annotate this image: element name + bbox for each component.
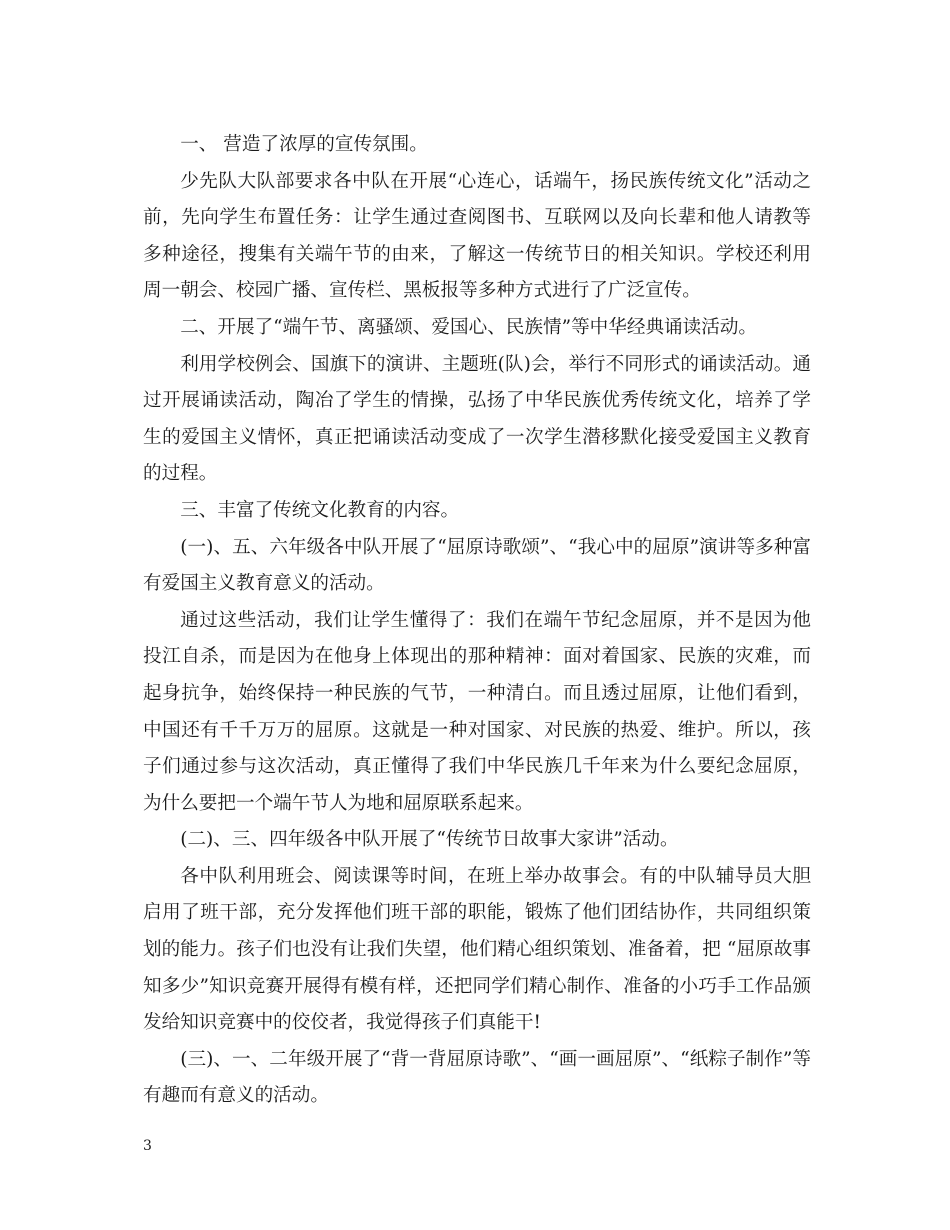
section-heading-1: 一、 营造了浓厚的宣传氛围。 bbox=[180, 134, 428, 155]
subsection-heading-3: (三)、一、二年级开展了“背一背屈原诗歌”、“画一画屈原”、“纸粽子制作”等有趣而有意义的活动。 bbox=[143, 1048, 811, 1107]
paragraph: 少先队大队部要求各中队在开展“心连心，话端午，扬民族传统文化”活动之前，先向学生布置任务：让学生通过查阅图书、互联网以及向长辈和他人请教等多种途径，搜集有关端午节的由来，了解这一传统节日的相关知识。学校还利用周一朝会、校园广播、宣传栏、黑板报等多种方式进行了广泛宣传。 bbox=[143, 170, 811, 302]
page-number: 3 bbox=[143, 1138, 152, 1154]
subsection-heading-1: (一)、五、六年级各中队开展了“屈原诗歌颂”、“我心中的屈原”演讲等多种富有爱国主义教育意义的活动。 bbox=[143, 536, 811, 595]
paragraph: 通过这些活动，我们让学生懂得了：我们在端午节纪念屈原，并不是因为他投江自杀，而是因为在他身上体现出的那种精神：面对着国家、民族的灾难，而起身抗争，始终保持一种民族的气节，一种清白。而且透过屈原，让他们看到，中国还有千千万万的屈原。这就是一种对国家、对民族的热爱、维护。所以，孩子们通过参与这次活动，真正懂得了我们中华民族几千年来为什么要纪念屈原，为什么要把一个端午节人为地和屈原联系起来。 bbox=[143, 609, 811, 814]
section-heading-3: 三、丰富了传统文化教育的内容。 bbox=[180, 499, 460, 521]
paragraph: 利用学校例会、国旗下的演讲、主题班(队)会，举行不同形式的诵读活动。通过开展诵读活动，陶冶了学生的情操，弘扬了中华民族优秀传统文化，培养了学生的爱国主义情怀，真正把诵读活动变成了一次学生潜移默化接受爱国主义教育的过程。 bbox=[143, 353, 811, 485]
subsection-heading-2: (二)、三、四年级各中队开展了“传统节日故事大家讲”活动。 bbox=[180, 829, 679, 851]
paragraph: 各中队利用班会、阅读课等时间，在班上举办故事会。有的中队辅导员大胆启用了班干部，充分发挥他们班干部的职能，锻炼了他们团结协作，共同组织策划的能力。孩子们也没有让我们失望，他们精心组织策划、准备着，把 “屈原故事知多少”知识竞赛开展得有模有样，还把同学们精心制作、准备的小巧手工作品颁发给知识竞赛中的佼佼者，我觉得孩子们真能干! bbox=[143, 865, 811, 1034]
document-body bbox=[143, 127, 811, 1115]
section-heading-2: 二、开展了“端午节、离骚颂、爱国心、民族情”等中华经典诵读活动。 bbox=[180, 316, 758, 338]
